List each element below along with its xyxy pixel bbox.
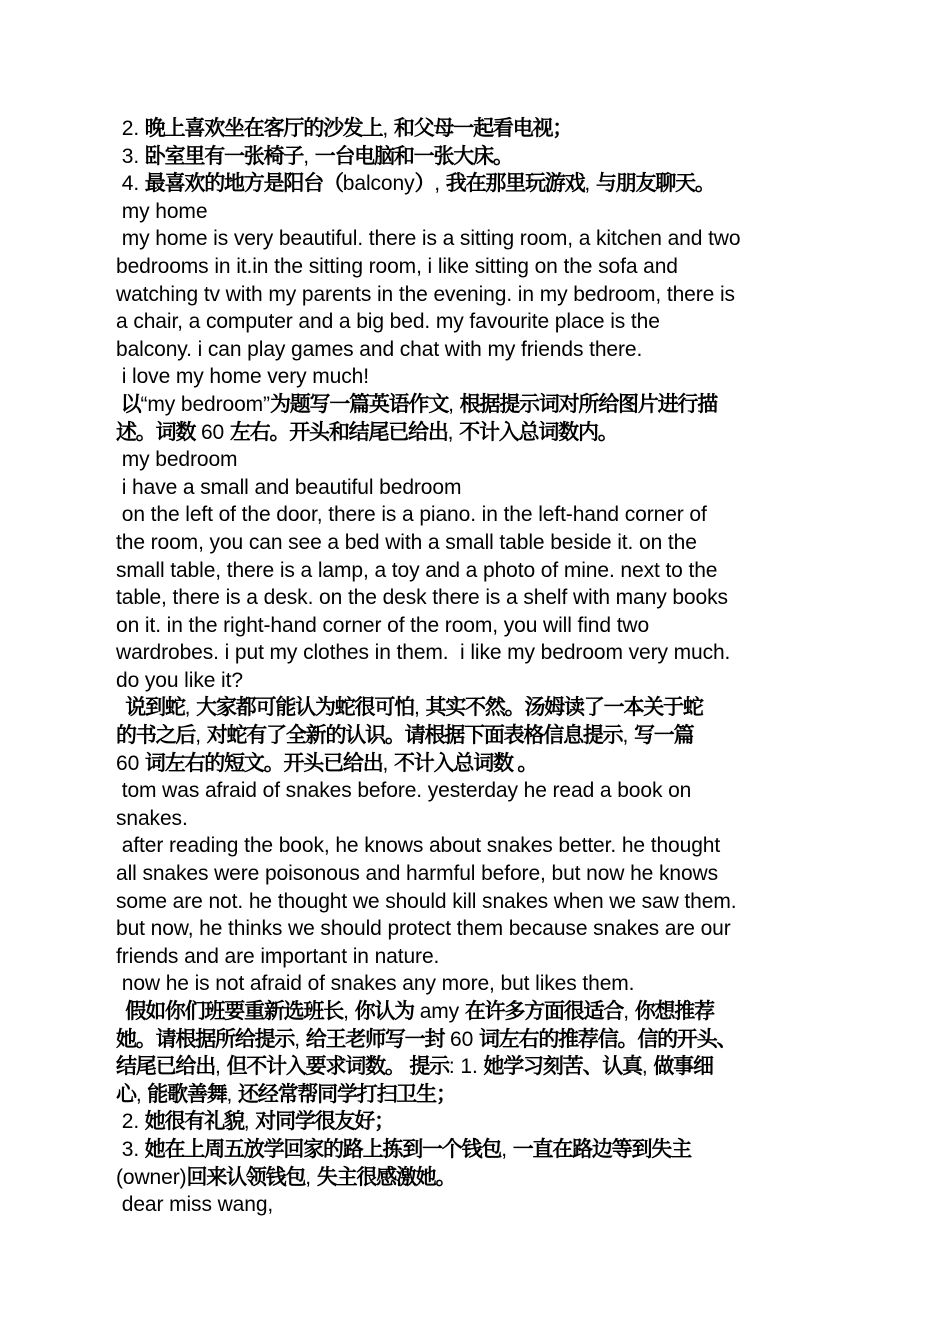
text-segment: on it. in the right-hand corner of the room, you will find two xyxy=(116,613,650,637)
text-segment: 大家都可能认为蛇很可怕 xyxy=(196,696,414,720)
text-segment: friends and are important in nature. xyxy=(116,944,440,968)
text-segment: a chair, a computer and a big bed. my favourite place is the xyxy=(116,310,660,334)
text-segment: 说到蛇 xyxy=(116,696,185,720)
text-segment: 失主很感激她。 xyxy=(316,1165,456,1189)
text-line xyxy=(116,363,846,391)
text-segment: , xyxy=(215,1055,227,1079)
text-segment: 的书之后 xyxy=(116,724,196,748)
text-segment: 对同学很友好； xyxy=(255,1110,394,1134)
text-segment: , xyxy=(226,1082,238,1106)
text-segment: , xyxy=(382,117,394,140)
text-segment: dear miss wang, xyxy=(116,1193,274,1217)
text-line xyxy=(116,1081,846,1109)
text-segment: , xyxy=(303,144,315,168)
text-segment: , xyxy=(623,1000,635,1023)
text-segment: 一直在路边等到失主 xyxy=(512,1137,691,1161)
text-segment: 不计入总词数内。 xyxy=(459,420,618,444)
text-segment: my home is very beautiful. there is a sitting room, a kitchen and two xyxy=(116,227,741,251)
text-line xyxy=(116,419,846,447)
text-segment: ） xyxy=(414,172,435,196)
text-segment: , xyxy=(294,1027,306,1051)
text-line xyxy=(116,115,846,143)
text-segment: 我在那里玩游戏 xyxy=(445,172,585,196)
text-segment: snakes. xyxy=(116,806,188,830)
text-line xyxy=(116,1053,846,1081)
text-segment: 一台电脑和一张大床。 xyxy=(314,144,513,168)
text-segment: , xyxy=(434,172,446,196)
text-segment: 根据提示词对所给图片进行描 xyxy=(459,392,718,416)
text-segment: now he is not afraid of snakes any more, but likes them. xyxy=(116,972,635,996)
text-segment: 3. xyxy=(116,1137,145,1161)
text-segment: , xyxy=(447,420,460,444)
text-segment: , xyxy=(622,724,634,748)
text-segment: 结尾已给出 xyxy=(116,1055,215,1079)
text-segment: , xyxy=(184,696,197,720)
text-line xyxy=(116,446,846,474)
text-segment: 4. xyxy=(116,172,145,196)
text-segment: 但不计入要求词数。 提示 xyxy=(226,1055,449,1079)
text-segment: 最喜欢的地方是阳台（ xyxy=(144,172,343,196)
text-line xyxy=(116,943,846,971)
text-line xyxy=(116,253,846,281)
text-segment: 还经常帮同学打扫卫生； xyxy=(237,1082,456,1106)
text-line xyxy=(116,1164,846,1192)
text-line xyxy=(116,529,846,557)
text-segment: , xyxy=(195,724,207,748)
text-segment: , xyxy=(641,1055,654,1079)
text-segment: wardrobes. i put my clothes in them. i like my bedroom very much. xyxy=(116,641,731,665)
text-line xyxy=(116,1136,846,1164)
text-segment: do you like it? xyxy=(116,668,243,692)
text-line xyxy=(116,1026,846,1054)
text-segment: 给王老师写一封 xyxy=(305,1027,445,1051)
text-segment: i love my home very much! xyxy=(116,365,369,389)
text-segment: small table, there is a lamp, a toy and a photo of mine. next to the xyxy=(116,558,718,582)
text-segment: 她学习刻苦、认真 xyxy=(483,1055,642,1079)
text-segment: 为题写一篇英语作文 xyxy=(269,392,449,416)
text-segment: , xyxy=(584,172,596,196)
text-segment: balcony xyxy=(342,172,415,196)
text-line xyxy=(116,667,846,695)
text-segment: all snakes were poisonous and harmful before, but now he knows xyxy=(116,862,718,886)
text-segment: “my bedroom” xyxy=(140,392,270,416)
text-segment: , xyxy=(305,1165,317,1189)
text-segment: 你想推荐 xyxy=(634,1000,714,1023)
text-segment: tom was afraid of snakes before. yesterday he read a book on xyxy=(116,779,692,803)
text-line xyxy=(116,170,846,198)
text-segment: 左右。开头和结尾已给出 xyxy=(229,420,448,444)
text-segment: table, there is a desk. on the desk there is a shelf with many books xyxy=(116,586,728,610)
text-segment: 与朋友聊天。 xyxy=(595,172,715,196)
text-segment: 你认为 xyxy=(354,1000,414,1023)
text-line xyxy=(116,915,846,943)
text-segment: 假如你们班要重新选班长 xyxy=(116,1000,344,1023)
text-line xyxy=(116,750,846,778)
text-segment: 写一篇 xyxy=(633,724,694,748)
text-segment: but now, he thinks we should protect them because snakes are our xyxy=(116,917,731,941)
text-segment: 和父母一起看电视； xyxy=(393,117,573,140)
text-line xyxy=(116,501,846,529)
text-segment: 3. xyxy=(116,144,145,168)
text-segment: , xyxy=(135,1082,148,1106)
text-segment: watching tv with my parents in the evening. in my bedroom, there is xyxy=(116,282,735,306)
text-segment: , xyxy=(343,1000,355,1023)
text-segment: 她。请根据所给提示 xyxy=(116,1027,295,1051)
text-line xyxy=(116,143,846,171)
text-line xyxy=(116,612,846,640)
text-segment: , xyxy=(448,392,460,416)
text-line xyxy=(116,584,846,612)
text-segment: 对蛇有了全新的认识。请根据下面表格信息提示 xyxy=(206,724,623,748)
text-segment: 她在上周五放学回家的路上拣到一个钱包 xyxy=(144,1137,502,1161)
text-line xyxy=(116,805,846,833)
text-segment: , xyxy=(501,1137,513,1161)
text-segment: 2. xyxy=(116,1110,145,1134)
text-segment: 词左右的推荐信。信的开头、 xyxy=(478,1027,737,1051)
text-line xyxy=(116,722,846,750)
text-segment: 60 xyxy=(444,1027,479,1051)
text-segment: 她很有礼貌 xyxy=(144,1110,244,1134)
text-segment: : 1. xyxy=(448,1055,484,1079)
text-line xyxy=(116,860,846,888)
text-line xyxy=(116,1191,846,1219)
text-line xyxy=(116,694,846,722)
text-segment: some are not. he thought we should kill snakes when we saw them. xyxy=(116,889,737,913)
text-line xyxy=(116,1108,846,1136)
text-segment: (owner) xyxy=(116,1165,187,1189)
text-segment: 60 xyxy=(116,751,145,775)
text-segment: 晚上喜欢坐在客厅的沙发上 xyxy=(144,117,383,140)
text-line xyxy=(116,308,846,336)
text-line xyxy=(116,639,846,667)
text-line xyxy=(116,225,846,253)
text-segment: 心 xyxy=(116,1082,136,1106)
text-segment: 在许多方面很适合 xyxy=(464,1000,624,1023)
text-line xyxy=(116,888,846,916)
text-segment: 述。词数 xyxy=(116,420,196,444)
text-segment: on the left of the door, there is a piano. in the left-hand corner of xyxy=(116,503,707,527)
text-segment: my bedroom xyxy=(116,448,238,472)
text-segment: balcony. i can play games and chat with my friends there. xyxy=(116,337,643,361)
text-line xyxy=(116,998,846,1026)
text-line xyxy=(116,777,846,805)
text-segment: after reading the book, he knows about snakes better. he thought xyxy=(116,834,721,858)
text-segment: 能歌善舞 xyxy=(147,1082,227,1106)
text-segment: amy xyxy=(413,1000,465,1023)
text-segment: 其实不然。汤姆读了一本关于蛇 xyxy=(425,696,703,720)
text-line xyxy=(116,198,846,226)
text-line xyxy=(116,391,846,419)
text-segment: , xyxy=(243,1110,256,1134)
text-line xyxy=(116,832,846,860)
text-line xyxy=(116,474,846,502)
text-segment: 不计入总词数 。 xyxy=(394,751,538,775)
text-segment: 回来认领钱包 xyxy=(186,1165,306,1189)
text-segment: , xyxy=(413,696,426,720)
text-segment: 做事细 xyxy=(653,1055,713,1079)
text-segment: 60 xyxy=(195,420,230,444)
text-segment: the room, you can see a bed with a small table beside it. on the xyxy=(116,530,697,554)
text-line xyxy=(116,557,846,585)
text-segment: i have a small and beautiful bedroom xyxy=(116,475,462,499)
text-segment: bedrooms in it.in the sitting room, i like sitting on the sofa and xyxy=(116,254,678,278)
text-line xyxy=(116,336,846,364)
text-segment: my home xyxy=(116,199,208,223)
text-segment: 词左右的短文。开头已给出 xyxy=(144,751,383,775)
document-body xyxy=(116,115,846,1219)
text-segment: 2. xyxy=(116,117,145,140)
text-line xyxy=(116,970,846,998)
text-segment: 卧室里有一张椅子 xyxy=(144,144,304,168)
text-segment: , xyxy=(382,751,394,775)
text-line xyxy=(116,281,846,309)
text-segment: 以 xyxy=(116,392,141,416)
